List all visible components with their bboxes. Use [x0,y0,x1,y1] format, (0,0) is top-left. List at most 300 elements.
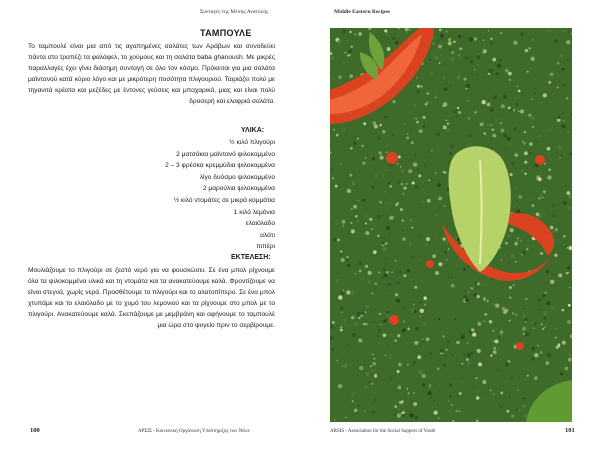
tomato-piece [516,342,524,350]
texture-speck [473,43,474,44]
texture-speck [406,183,408,185]
texture-speck [546,270,549,273]
texture-speck [549,343,550,344]
texture-speck [566,247,568,249]
texture-speck [453,236,457,240]
texture-speck [416,89,420,93]
texture-speck [513,284,515,286]
texture-speck [341,312,342,313]
texture-speck [495,72,499,76]
texture-speck [422,383,425,386]
texture-speck [428,180,430,182]
texture-speck [377,335,379,337]
tomato-piece [426,260,434,268]
texture-speck [543,311,547,315]
texture-speck [510,377,513,380]
ingredients-heading: ΥΛΙΚΑ: [241,127,265,134]
texture-speck [391,271,393,273]
texture-speck [482,100,486,104]
texture-speck [385,169,388,172]
texture-speck [555,228,558,231]
texture-speck [337,245,339,247]
texture-speck [476,55,480,59]
texture-speck [563,84,566,87]
texture-speck [392,134,394,136]
texture-speck [450,276,452,278]
tabbouleh-photo [330,28,572,422]
texture-speck [534,376,538,380]
texture-speck [345,417,346,418]
texture-speck [343,363,347,367]
texture-speck [418,168,419,169]
texture-speck [365,323,367,325]
ingredient-item: 2 – 3 φρέσκα κρεμμύδια ψιλοκομμένα [165,162,275,170]
texture-speck [508,234,511,237]
texture-speck [548,81,551,84]
texture-speck [443,364,446,367]
texture-speck [532,38,534,40]
texture-speck [492,278,494,280]
texture-speck [536,178,537,179]
texture-speck [414,341,418,345]
texture-speck [540,252,543,255]
texture-speck [361,145,364,148]
texture-speck [568,358,572,362]
texture-speck [437,368,439,370]
texture-speck [463,36,465,38]
texture-speck [422,374,426,378]
texture-speck [406,269,410,273]
texture-speck [426,337,430,341]
texture-speck [379,272,381,274]
texture-speck [446,349,448,351]
tomato-piece [389,315,399,325]
texture-speck [371,185,375,189]
texture-speck [497,370,498,371]
texture-speck [395,415,397,417]
texture-speck [490,355,492,357]
texture-speck [487,124,490,127]
texture-speck [444,172,446,174]
texture-speck [430,397,432,399]
texture-speck [397,181,400,184]
texture-speck [491,128,494,131]
texture-speck [446,259,448,261]
texture-speck [434,411,438,415]
texture-speck [547,147,551,151]
texture-speck [402,414,405,417]
texture-speck [515,153,518,156]
texture-speck [500,405,503,408]
texture-speck [461,377,463,379]
texture-speck [569,353,572,356]
texture-speck [383,268,386,271]
texture-speck [351,316,354,319]
texture-speck [536,212,540,216]
texture-speck [412,255,414,257]
texture-speck [462,337,463,338]
page-footer: ARSIS - Association for the Social Support of Youth [330,429,436,434]
texture-speck [466,358,469,361]
texture-speck [332,321,335,324]
texture-speck [527,71,529,73]
method-heading: ΕΚΤΕΛΕΣΗ: [231,254,271,261]
texture-speck [436,33,437,34]
texture-speck [366,324,368,326]
texture-speck [429,384,431,386]
texture-speck [495,119,498,122]
texture-speck [357,138,359,140]
texture-speck [478,362,482,366]
texture-speck [527,375,529,377]
texture-speck [351,46,354,49]
texture-speck [372,411,375,414]
texture-speck [477,391,479,393]
texture-speck [384,29,387,32]
texture-speck [524,161,527,164]
texture-speck [477,322,481,326]
texture-speck [551,306,555,310]
texture-speck [350,291,354,295]
texture-speck [332,78,334,80]
texture-speck [334,419,335,420]
texture-speck [527,361,528,362]
texture-speck [532,358,535,361]
texture-speck [464,295,467,298]
texture-speck [400,208,403,211]
texture-speck [557,344,560,347]
texture-speck [338,384,342,388]
texture-speck [347,344,349,346]
texture-speck [525,49,529,53]
texture-speck [497,64,501,68]
texture-speck [538,177,542,181]
texture-speck [404,274,407,277]
texture-speck [379,313,381,315]
texture-speck [465,56,469,60]
texture-speck [408,392,411,395]
texture-speck [488,73,490,75]
texture-speck [422,325,423,326]
texture-speck [458,396,459,397]
texture-speck [477,74,479,76]
texture-speck [548,169,550,171]
texture-speck [383,334,386,337]
texture-speck [458,111,461,114]
texture-speck [425,103,428,106]
texture-speck [342,128,345,131]
texture-speck [358,405,360,407]
texture-speck [424,164,426,166]
texture-speck [344,52,346,54]
texture-speck [413,402,417,406]
texture-speck [382,130,385,133]
texture-speck [419,260,421,262]
texture-speck [568,206,572,210]
texture-speck [419,301,422,304]
texture-speck [381,277,383,279]
texture-speck [341,366,343,368]
texture-speck [340,327,342,329]
texture-speck [403,122,406,125]
texture-speck [363,122,366,125]
texture-speck [452,354,454,356]
texture-speck [525,321,527,323]
texture-speck [394,340,396,342]
texture-speck [567,266,570,269]
texture-speck [368,381,371,384]
texture-speck [443,105,445,107]
texture-speck [471,287,474,290]
texture-speck [443,77,444,78]
texture-speck [395,260,396,261]
texture-speck [554,39,558,43]
texture-speck [448,248,450,250]
texture-speck [517,85,519,87]
texture-speck [560,54,563,57]
texture-speck [471,328,474,331]
texture-speck [388,182,390,184]
texture-speck [333,238,337,242]
texture-speck [448,38,451,41]
texture-speck [567,191,571,195]
texture-speck [518,409,521,412]
texture-speck [492,134,496,138]
texture-speck [451,284,454,287]
texture-speck [406,137,409,140]
texture-speck [490,124,492,126]
texture-speck [457,75,461,79]
texture-speck [420,309,424,313]
texture-speck [531,199,532,200]
texture-speck [348,49,352,53]
texture-speck [354,409,358,413]
texture-speck [440,64,442,66]
texture-speck [354,187,356,189]
texture-speck [538,299,541,302]
texture-speck [347,264,351,268]
texture-speck [386,226,390,230]
texture-speck [440,54,442,56]
texture-speck [335,185,338,188]
texture-speck [534,353,538,357]
texture-speck [438,45,442,49]
texture-speck [517,390,518,391]
texture-speck [337,360,339,362]
texture-speck [509,320,511,322]
texture-speck [366,305,369,308]
texture-speck [477,295,480,298]
texture-speck [370,365,372,367]
texture-speck [453,110,457,114]
texture-speck [447,340,450,343]
texture-speck [422,340,424,342]
texture-speck [412,302,413,303]
texture-speck [416,121,419,124]
texture-speck [562,120,565,123]
texture-speck [385,32,389,36]
texture-speck [547,353,551,357]
texture-speck [513,41,517,45]
texture-speck [489,69,493,73]
texture-speck [531,99,533,101]
texture-speck [351,229,355,233]
recipe-title: ΤΑΜΠΟΥΛΕ [200,28,252,38]
texture-speck [365,157,367,159]
texture-speck [520,240,522,242]
texture-speck [434,56,438,60]
texture-speck [397,370,400,373]
texture-speck [474,69,475,70]
texture-speck [525,332,529,336]
texture-speck [351,393,355,397]
texture-speck [437,183,441,187]
texture-speck [501,129,505,133]
texture-speck [332,177,334,179]
texture-speck [395,293,398,296]
texture-speck [470,60,473,63]
texture-speck [337,40,341,44]
texture-speck [383,418,385,420]
texture-speck [385,257,388,260]
texture-speck [524,172,527,175]
texture-speck [425,243,428,246]
texture-speck [465,298,469,302]
texture-speck [403,410,405,412]
texture-speck [465,290,467,292]
texture-speck [374,399,377,402]
texture-speck [388,344,390,346]
texture-speck [340,163,343,166]
texture-speck [385,354,387,356]
texture-speck [423,296,427,300]
texture-speck [548,29,551,32]
texture-speck [401,183,404,186]
texture-speck [402,193,404,195]
texture-speck [380,156,384,160]
texture-speck [454,318,456,320]
texture-speck [428,391,432,395]
ingredient-item: πιπέρι [256,243,275,251]
texture-speck [398,408,401,411]
texture-speck [482,380,486,384]
intro-paragraph: Το ταμπουλέ είναι μια από τις αγαπημένες σαλάτες των Αράβων και συνοδεύει πάντα στο τραπέζι τα φαλάφελ, το χούμους και τη σαλάτα baba ghanoush. Με μικρές παραλλαγές έχει γίνει διάσημη συνταγή σε όλο τον κόσμο. Πρόκειται για μια σαλάτα μαϊντανού κατά κύριο λόγο και με μικρότερη ποσότητα πλιγουριού. Ταιριάζει πολύ με τηγανιτά κρέατα και μεζέδες με έντονες γεύσεις και μπαχαρικά, μιας και είναι πολύ δροσερή και ελαφριά σαλάτα. [28,43,275,106]
texture-speck [407,209,409,211]
texture-speck [384,116,387,119]
texture-speck [340,253,343,256]
texture-speck [382,242,385,245]
texture-speck [365,265,368,268]
texture-speck [364,410,365,411]
texture-speck [398,386,401,389]
texture-speck [474,111,476,113]
texture-speck [544,326,546,328]
texture-speck [372,265,373,266]
running-head: Middle Eastern Recipes [334,9,390,15]
texture-speck [522,327,526,331]
texture-speck [441,368,443,370]
texture-speck [390,335,392,337]
texture-speck [438,262,442,266]
texture-speck [353,183,354,184]
texture-speck [501,104,505,108]
texture-speck [347,189,351,193]
texture-speck [484,313,487,316]
texture-speck [562,30,565,33]
texture-speck [398,363,402,367]
texture-speck [566,40,570,44]
texture-speck [444,87,448,91]
texture-speck [500,392,503,395]
ingredient-item: 1 κιλό λεμόνια [233,208,275,216]
texture-speck [524,308,526,310]
running-head: Συνταγές της Μέσης Ανατολής [200,9,269,15]
texture-speck [435,214,437,216]
texture-speck [509,79,511,81]
texture-speck [397,414,401,418]
texture-speck [557,62,559,64]
texture-speck [503,310,507,314]
texture-speck [378,329,381,332]
texture-speck [333,129,335,131]
texture-speck [418,370,422,374]
texture-speck [486,284,488,286]
texture-speck [543,93,547,97]
texture-speck [529,142,533,146]
texture-speck [415,416,419,420]
texture-speck [444,205,445,206]
texture-speck [415,185,418,188]
texture-speck [447,274,449,276]
texture-speck [346,258,349,261]
texture-speck [492,58,496,62]
texture-speck [550,129,552,131]
texture-speck [529,47,531,49]
texture-speck [500,122,502,124]
texture-speck [545,361,549,365]
texture-speck [372,121,376,125]
texture-speck [474,37,477,40]
texture-speck [373,358,375,360]
texture-speck [447,208,448,209]
texture-speck [493,330,495,332]
texture-speck [375,283,377,285]
texture-speck [523,333,525,335]
texture-speck [407,364,409,366]
texture-speck [448,41,452,45]
texture-speck [421,200,423,202]
texture-speck [388,355,392,359]
texture-speck [484,132,486,134]
texture-speck [358,32,362,36]
texture-speck [487,103,491,107]
texture-speck [563,201,567,205]
texture-speck [396,298,400,302]
texture-speck [377,215,381,219]
texture-speck [450,57,454,61]
texture-speck [518,111,519,112]
texture-speck [506,136,510,140]
texture-speck [368,271,372,275]
texture-speck [397,202,399,204]
texture-speck [330,168,333,171]
texture-speck [516,103,519,106]
texture-speck [509,109,512,112]
texture-speck [555,327,558,330]
texture-speck [358,261,362,265]
texture-speck [374,124,378,128]
texture-speck [493,393,495,395]
